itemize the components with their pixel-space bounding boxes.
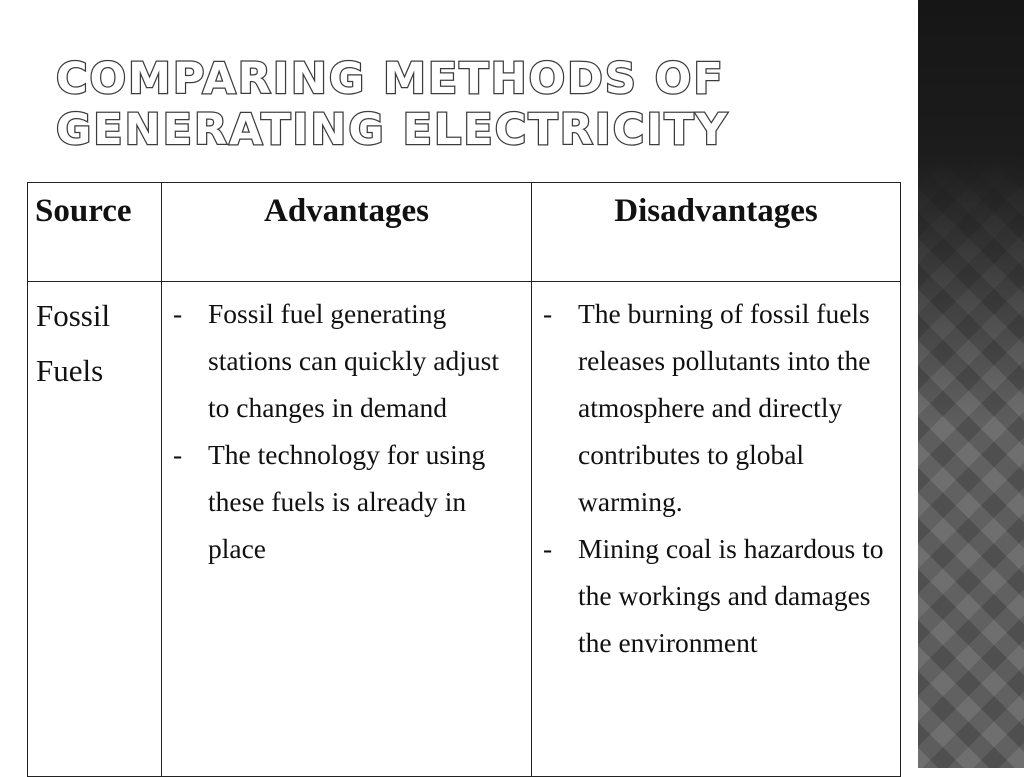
slide-title: [56, 54, 876, 156]
advantage-text: The technology for using these fuels is already in place: [208, 439, 486, 564]
table-header-row: [28, 183, 901, 282]
header-disadvantages: Disadvantages: [532, 183, 901, 282]
table-row: [28, 282, 901, 777]
list-item: [162, 431, 525, 572]
source-cell: [28, 282, 162, 777]
dash-marker: -: [173, 439, 183, 470]
disadvantages-cell: [532, 282, 901, 777]
comparison-table: [27, 182, 901, 777]
disadvantages-list: [532, 290, 900, 666]
advantage-text: Fossil fuel generating stations can quickly adjust to changes in demand: [208, 298, 499, 423]
source-name-line-2: Fuels: [36, 353, 104, 388]
list-item: [532, 525, 894, 666]
dash-marker: -: [173, 298, 183, 329]
advantages-cell: [162, 282, 532, 777]
header-source: Source: [28, 183, 162, 282]
decorative-side-bar: [913, 0, 1024, 768]
disadvantage-text: The burning of fossil fuels releases pollutants into the atmosphere and directly contributes to global warming.: [578, 298, 871, 517]
source-name-line-1: Fossil: [36, 298, 111, 333]
dash-marker: -: [543, 533, 553, 564]
dash-marker: -: [543, 298, 553, 329]
list-item: [162, 290, 525, 431]
slide-title-line-1: COMPARING METHODS OF: [56, 54, 725, 104]
header-advantages: Advantages: [162, 183, 532, 282]
list-item: [532, 290, 894, 525]
advantages-list: [162, 290, 531, 572]
disadvantage-text: Mining coal is hazardous to the workings and damages the environment: [578, 533, 884, 658]
slide-title-line-2: GENERATING ELECTRICITY: [56, 105, 729, 155]
